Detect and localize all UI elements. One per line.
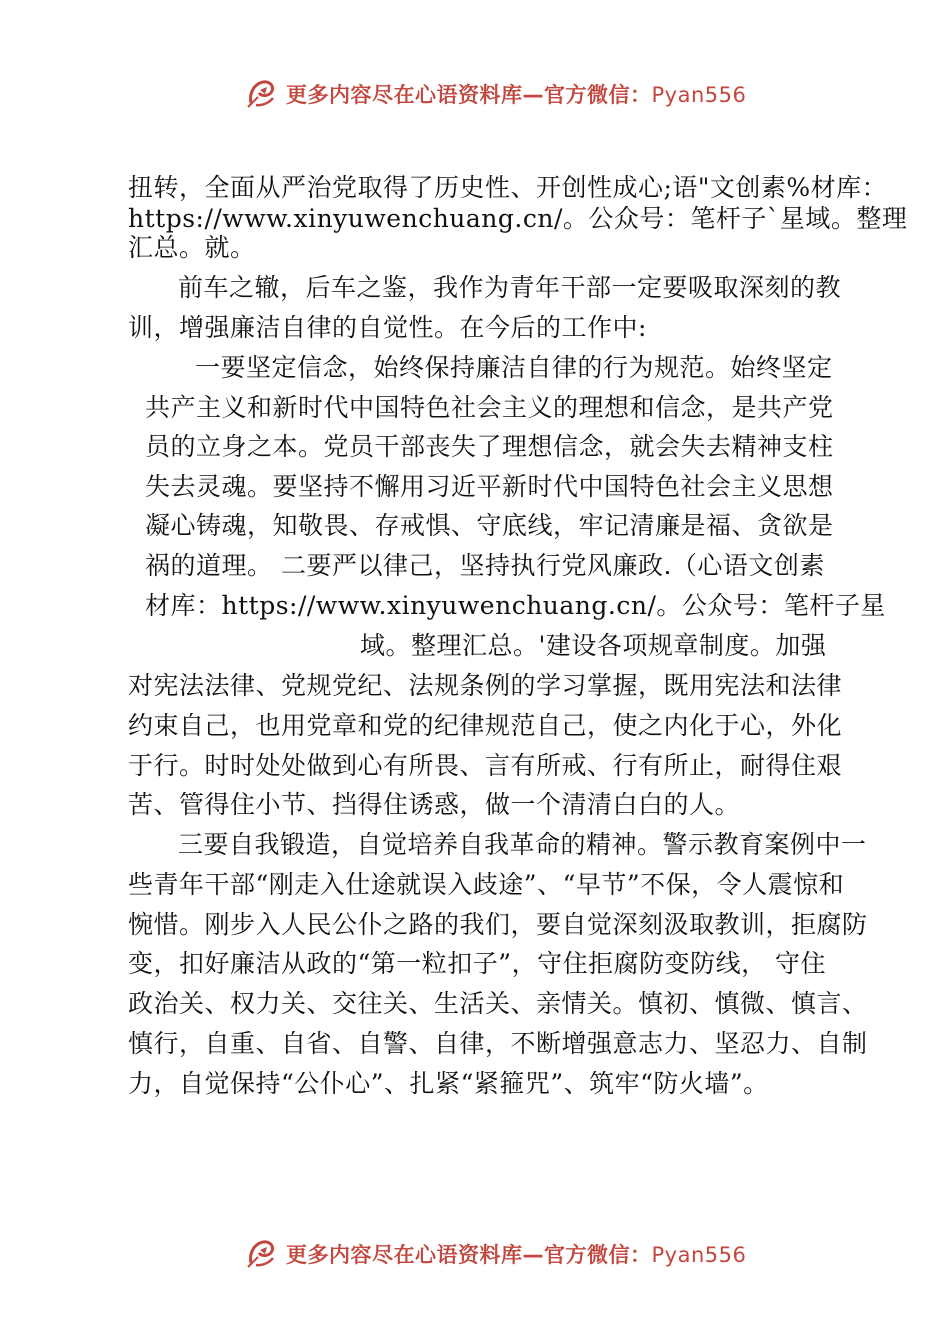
text-line: 惋惜。刚步入人民公仆之路的我们，要自觉深刻汲取教训，拒腐防	[128, 910, 868, 939]
text-line: 一要坚定信念，始终保持廉洁自律的行为规范。始终坚定	[195, 353, 833, 382]
text-line: 祸的道理。 二要严以律己，坚持执行党风廉政.（心语文创素	[145, 551, 825, 580]
text-line: 苦、管得住小节、挡得住诱惑，做一个清清白白的人。	[128, 790, 741, 819]
text-line: 些青年干部“刚走入仕途就误入歧途”、“早节”不保，令人震惊和	[128, 870, 845, 899]
text-line: https://www.xinyuwenchuang.cn/。公众号：笔杆子`星域。整理	[128, 204, 908, 233]
brand-logo-icon	[245, 76, 279, 110]
text-line: 约束自己，也用党章和党的纪律规范自己，使之内化于心，外化	[128, 711, 843, 740]
text-line: 汇总。就。	[128, 233, 256, 262]
text-line: 员的立身之本。党员干部丧失了理想信念，就会失去精神支柱	[145, 432, 834, 461]
text-line: 失去灵魂。要坚持不懈用习近平新时代中国特色社会主义思想	[145, 472, 834, 501]
banner-text: 更多内容尽在心语资料库—官方微信：Pyan556	[286, 83, 747, 107]
text-line: 三要自我锻造，自觉培养自我革命的精神。警示教育案例中一	[178, 830, 867, 859]
text-line: 对宪法法律、党规党纪、法规条例的学习掌握，既用宪法和法律	[128, 671, 843, 700]
footer-banner	[0, 1232, 950, 1272]
text-line: 材库：https://www.xinyuwenchuang.cn/。公众号：笔杆子星	[145, 591, 886, 620]
brand-logo-icon	[245, 1236, 279, 1270]
text-line: 政治关、权力关、交往关、生活关、亲情关。慎初、慎微、慎言、	[128, 989, 868, 1018]
text-line: 慎行，自重、自省、自警、自律，不断增强意志力、坚忍力、自制	[128, 1029, 868, 1058]
text-line: 域。整理汇总。'建设各项规章制度。加强	[360, 631, 827, 660]
text-line: 力，自觉保持“公仆心”、扎紧“紧箍咒”、筑牢“防火墙”。	[128, 1069, 769, 1098]
text-line: 扭转，全面从严治党取得了历史性、开创性成心;语"文创素%材库：	[128, 173, 888, 202]
text-line: 于行。时时处处做到心有所畏、言有所戒、行有所止，耐得住艰	[128, 751, 843, 780]
text-line: 凝心铸魂，知敬畏、存戒惧、守底线，牢记清廉是福、贪欲是	[145, 511, 834, 540]
header-banner	[0, 72, 950, 112]
banner-text: 更多内容尽在心语资料库—官方微信：Pyan556	[286, 1243, 747, 1267]
text-line: 共产主义和新时代中国特色社会主义的理想和信念，是共产党	[145, 393, 834, 422]
text-line: 前车之辙，后车之鉴，我作为青年干部一定要吸取深刻的教	[178, 273, 842, 302]
text-line: 变，扣好廉洁从政的“第一粒扣子”，守住拒腐防变防线， 守住	[128, 949, 827, 978]
text-line: 训，增强廉洁自律的自觉性。在今后的工作中:	[128, 313, 647, 342]
